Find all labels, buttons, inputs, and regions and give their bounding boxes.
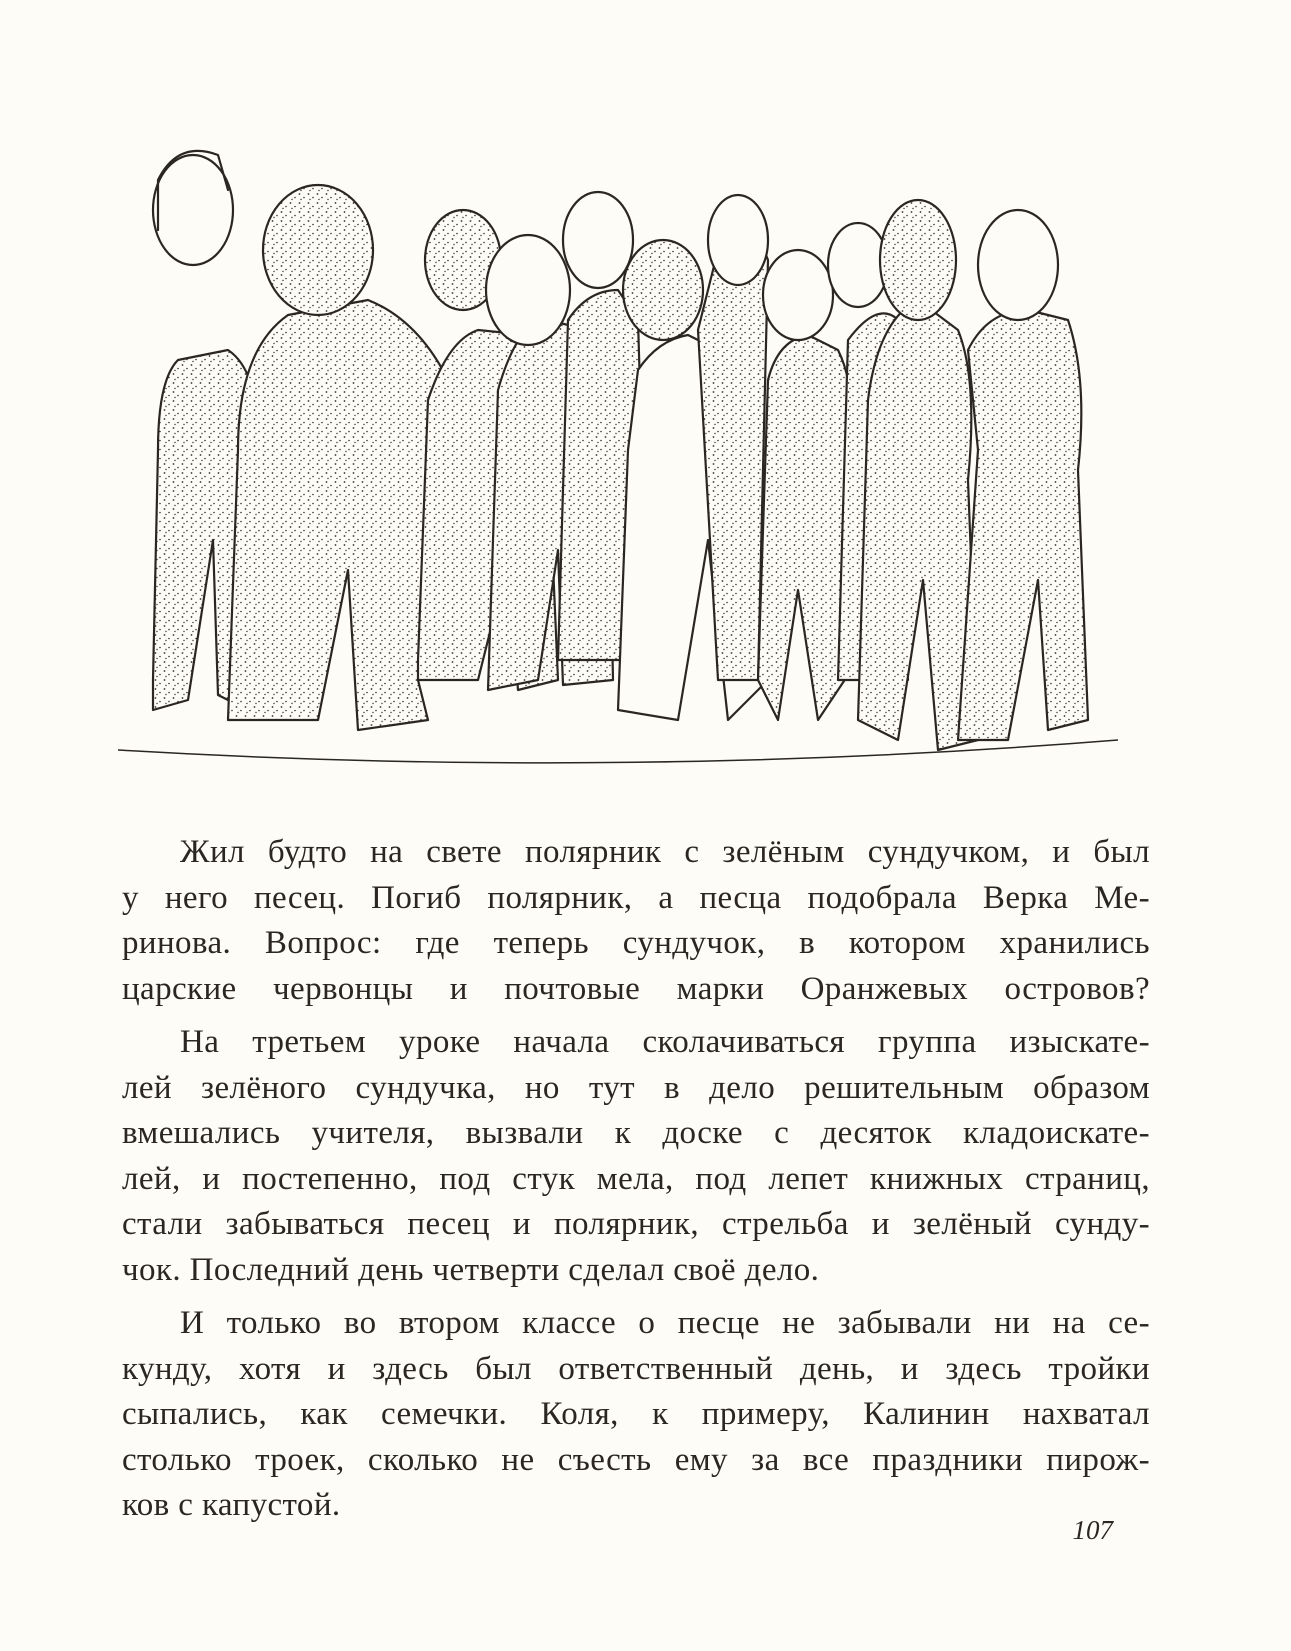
paragraph: [122, 1020, 1150, 1293]
text-line: На третьем уроке начала сколачиваться группа изыскате-: [180, 1024, 1150, 1060]
text-line: Жил будто на свете полярник с зелёным сундучком, и был: [180, 834, 1150, 870]
text-line: лей зелёного сундучка, но тут в дело решительным образом: [122, 1069, 1150, 1106]
body-text: [122, 830, 1150, 1529]
text-line: царские червонцы и почтовые марки Оранжевых островов?: [122, 970, 1150, 1007]
page-number: 107: [1072, 1515, 1113, 1545]
text-line: кунду, хотя и здесь был ответственный день, и здесь тройки: [122, 1350, 1150, 1387]
paragraph: [122, 830, 1150, 1012]
text-line: стали забываться песец и полярник, стрельба и зелёный сунду-: [122, 1206, 1150, 1242]
text-line: у него песец. Погиб полярник, а песца подобрала Верка Ме-: [122, 879, 1150, 916]
text-line: ринова. Вопрос: где теперь сундучок, в котором хранились: [122, 925, 1150, 961]
text-line: ков с капустой.: [122, 1487, 341, 1523]
group-of-schoolchildren-illustration: [118, 120, 1118, 780]
text-line: вмешались учителя, вызвали к доске с десяток кладоискате-: [122, 1115, 1150, 1151]
paragraph: [122, 1301, 1150, 1529]
text-line: чок. Последний день четверти сделал своё дело.: [122, 1251, 820, 1288]
text-line: лей, и постепенно, под стук мела, под лепет книжных страниц,: [122, 1160, 1150, 1197]
text-line: сыпались, как семечки. Коля, к примеру, Калинин нахватал: [122, 1396, 1150, 1432]
text-line: столько троек, сколько не съесть ему за все праздники пирож-: [122, 1441, 1150, 1478]
text-line: И только во втором классе о песце не забывали ни на се-: [180, 1305, 1150, 1341]
